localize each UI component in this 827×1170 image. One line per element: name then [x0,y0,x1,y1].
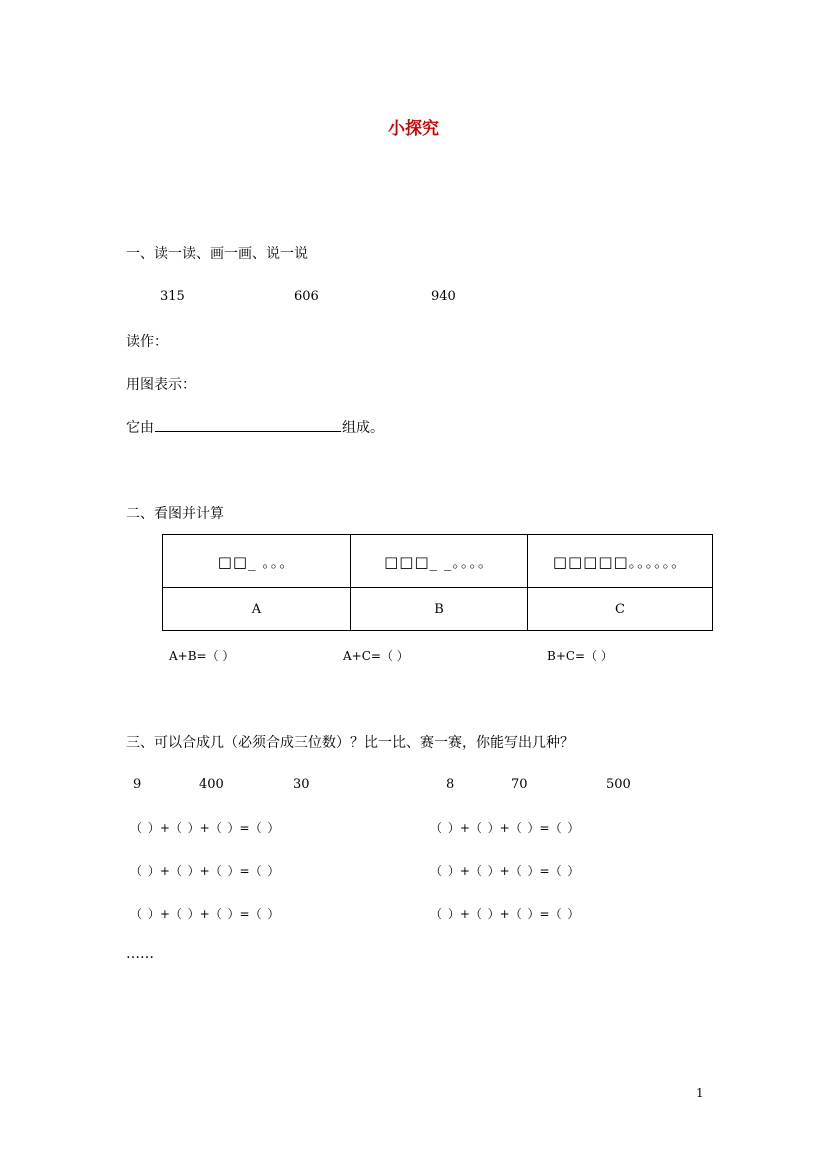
picture-table [162,534,713,631]
equation-b-plus-c: B+C=（ ） [547,649,613,663]
ellipsis: …… [126,946,154,962]
label-cell-a: A [163,588,351,631]
number-940: 940 [431,289,456,304]
picture-cell-c: □□□□□。。。。。。 [528,535,713,588]
expression-right-1: （ ）+（ ）+（ ）=（ ） [430,821,580,835]
equation-a-plus-b: A+B=（ ） [169,649,235,663]
section1-heading: 一、读一读、画一画、说一说 [126,246,308,262]
number-9: 9 [133,777,142,792]
label-cell-b: B [351,588,528,631]
equation-a-plus-c: A+C=（ ） [343,649,409,663]
number-315: 315 [160,289,185,304]
draw-label: 用图表示： [126,377,196,393]
answer-blank[interactable] [155,417,341,432]
number-8: 8 [446,777,455,792]
table-row [163,535,713,588]
read-label: 读作： [126,334,168,350]
page-title: 小探究 [388,119,439,139]
number-606: 606 [294,289,319,304]
composed-suffix: 组成。 [342,420,384,436]
expression-right-2: （ ）+（ ）+（ ）=（ ） [430,864,580,878]
number-500: 500 [606,777,631,792]
section2-heading: 二、看图并计算 [126,506,224,522]
expression-right-3: （ ）+（ ）+（ ）=（ ） [430,907,580,921]
picture-cell-b: □□□_ _。。。。 [351,535,528,588]
number-400: 400 [199,777,224,792]
expression-left-1: （ ）+（ ）+（ ）=（ ） [130,821,280,835]
composed-sentence [126,417,384,437]
number-70: 70 [511,777,528,792]
expression-left-3: （ ）+（ ）+（ ）=（ ） [130,907,280,921]
expression-left-2: （ ）+（ ）+（ ）=（ ） [130,864,280,878]
picture-cell-a: □□_ 。。。 [163,535,351,588]
section3-heading: 三、可以合成几（必须合成三位数）？比一比、赛一赛，你能写出几种？ [126,735,574,751]
number-30: 30 [293,777,310,792]
label-cell-c: C [528,588,713,631]
composed-prefix: 它由 [126,420,154,436]
page-number: 1 [696,1086,704,1100]
table-row [163,588,713,631]
